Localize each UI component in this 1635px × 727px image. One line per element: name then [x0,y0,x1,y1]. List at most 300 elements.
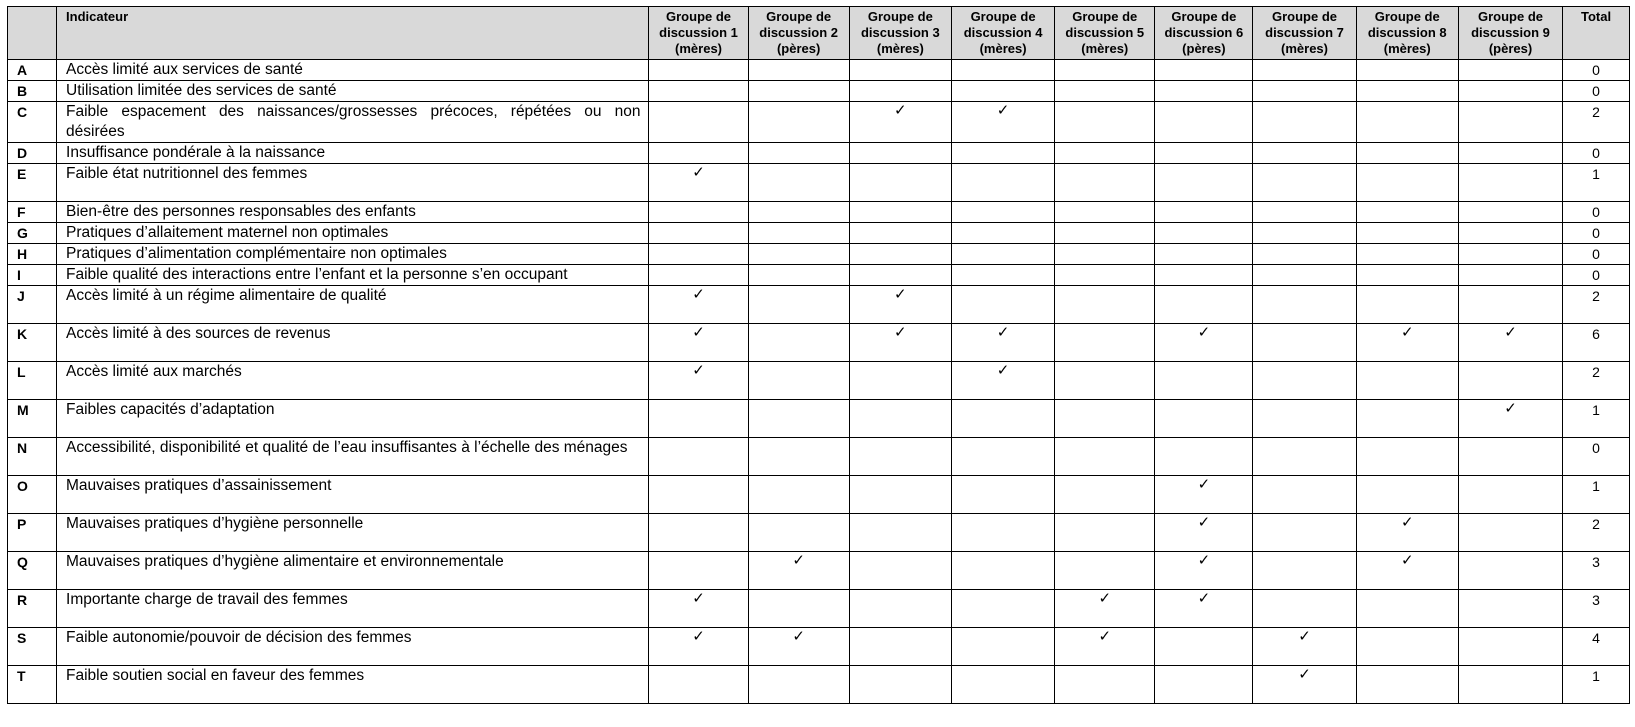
group-6-cell [1155,438,1253,476]
group-5-cell [1055,628,1155,666]
row-code: D [8,143,57,164]
table-row [8,244,1630,265]
row-total: 2 [1563,514,1630,552]
group-7-cell [1253,400,1356,438]
group-5-cell [1055,400,1155,438]
header-group-3: Groupe de discussion 3 (mères) [849,7,951,60]
group-4-cell [951,400,1054,438]
row-code: K [8,324,57,362]
group-8-cell [1356,666,1458,704]
group-9-cell [1458,476,1562,514]
group-1-cell [649,438,748,476]
table-row [8,81,1630,102]
group-9-cell [1458,628,1562,666]
group-1-cell [649,628,748,666]
indicator-table [7,6,1630,704]
group-3-cell [849,102,951,143]
group-3-cell [849,143,951,164]
group-7-cell [1253,286,1356,324]
row-indicator-label: Insuffisance pondérale à la naissance [57,143,649,164]
check-mark-icon: ✓ [1504,400,1517,417]
row-code: I [8,265,57,286]
row-total: 1 [1563,164,1630,202]
group-2-cell [748,552,849,590]
table-row [8,362,1630,400]
row-total: 4 [1563,628,1630,666]
row-code: M [8,400,57,438]
row-indicator-label: Accès limité aux marchés [57,362,649,400]
group-7-cell [1253,143,1356,164]
group-9-cell [1458,60,1562,81]
group-9-cell [1458,81,1562,102]
group-5-cell [1055,552,1155,590]
row-code: C [8,102,57,143]
group-9-cell [1458,324,1562,362]
row-indicator-label: Faible espacement des naissances/grossesses précoces, répétées ou non désirées [57,102,649,143]
group-6-cell [1155,628,1253,666]
table-row [8,265,1630,286]
row-indicator-label: Utilisation limitée des services de santé [57,81,649,102]
table-row [8,286,1630,324]
group-3-cell [849,438,951,476]
group-4-cell [951,81,1054,102]
group-2-cell [748,102,849,143]
group-7-cell [1253,202,1356,223]
row-indicator-label: Mauvaises pratiques d’hygiène alimentaire et environnementale [57,552,649,590]
group-3-cell [849,400,951,438]
row-code: L [8,362,57,400]
group-8-cell [1356,223,1458,244]
group-5-cell [1055,324,1155,362]
group-3-cell [849,265,951,286]
group-4-cell [951,60,1054,81]
group-4-cell [951,244,1054,265]
row-code: A [8,60,57,81]
check-mark-icon: ✓ [692,590,705,607]
group-6-cell [1155,265,1253,286]
group-2-cell [748,286,849,324]
table-row [8,438,1630,476]
row-total: 2 [1563,286,1630,324]
group-1-cell [649,223,748,244]
group-8-cell [1356,164,1458,202]
group-7-cell [1253,514,1356,552]
row-total: 1 [1563,476,1630,514]
group-2-cell [748,514,849,552]
group-2-cell [748,666,849,704]
check-mark-icon: ✓ [894,102,907,119]
group-3-cell [849,666,951,704]
row-code: T [8,666,57,704]
row-indicator-label: Accès limité à des sources de revenus [57,324,649,362]
group-4-cell [951,223,1054,244]
group-8-cell [1356,438,1458,476]
row-indicator-label: Accessibilité, disponibilité et qualité de l’eau insuffisantes à l’échelle des ménages [57,438,649,476]
header-group-4: Groupe de discussion 4 (mères) [951,7,1054,60]
group-3-cell [849,324,951,362]
group-3-cell [849,202,951,223]
group-5-cell [1055,223,1155,244]
table-row [8,202,1630,223]
group-6-cell [1155,514,1253,552]
group-4-cell [951,102,1054,143]
check-mark-icon: ✓ [792,552,805,569]
group-1-cell [649,590,748,628]
group-5-cell [1055,438,1155,476]
group-3-cell [849,362,951,400]
table-row [8,590,1630,628]
row-indicator-label: Mauvaises pratiques d’assainissement [57,476,649,514]
header-group-6: Groupe de discussion 6 (pères) [1155,7,1253,60]
group-7-cell [1253,102,1356,143]
table-row [8,60,1630,81]
check-mark-icon: ✓ [792,628,805,645]
check-mark-icon: ✓ [1197,552,1211,569]
group-8-cell [1356,143,1458,164]
check-mark-icon: ✓ [996,324,1010,341]
group-9-cell [1458,164,1562,202]
group-5-cell [1055,102,1155,143]
group-9-cell [1458,552,1562,590]
row-indicator-label: Faible soutien social en faveur des femmes [57,666,649,704]
row-total: 1 [1563,400,1630,438]
table-row [8,628,1630,666]
group-2-cell [748,265,849,286]
group-7-cell [1253,164,1356,202]
check-mark-icon: ✓ [1400,552,1414,569]
group-8-cell [1356,265,1458,286]
table-row [8,324,1630,362]
group-3-cell [849,164,951,202]
group-5-cell [1055,666,1155,704]
table-row [8,164,1630,202]
group-2-cell [748,476,849,514]
row-indicator-label: Faible autonomie/pouvoir de décision des femmes [57,628,649,666]
check-mark-icon: ✓ [1298,666,1311,683]
header-group-1: Groupe de discussion 1 (mères) [649,7,748,60]
header-row [8,7,1630,60]
group-2-cell [748,164,849,202]
group-8-cell [1356,400,1458,438]
check-mark-icon: ✓ [1400,324,1414,341]
group-1-cell [649,476,748,514]
check-mark-icon: ✓ [692,286,705,303]
row-indicator-label: Importante charge de travail des femmes [57,590,649,628]
group-6-cell [1155,102,1253,143]
group-9-cell [1458,514,1562,552]
group-5-cell [1055,244,1155,265]
group-3-cell [849,628,951,666]
group-6-cell [1155,476,1253,514]
row-total: 2 [1563,102,1630,143]
row-code: J [8,286,57,324]
group-2-cell [748,590,849,628]
group-7-cell [1253,476,1356,514]
group-2-cell [748,60,849,81]
group-7-cell [1253,244,1356,265]
group-5-cell [1055,81,1155,102]
row-total: 6 [1563,324,1630,362]
group-5-cell [1055,514,1155,552]
header-group-7: Groupe de discussion 7 (mères) [1253,7,1356,60]
group-1-cell [649,102,748,143]
group-4-cell [951,286,1054,324]
group-1-cell [649,164,748,202]
group-7-cell [1253,666,1356,704]
group-2-cell [748,628,849,666]
row-indicator-label: Mauvaises pratiques d’hygiène personnelle [57,514,649,552]
row-indicator-label: Bien-être des personnes responsables des enfants [57,202,649,223]
group-1-cell [649,552,748,590]
row-indicator-label: Accès limité à un régime alimentaire de qualité [57,286,649,324]
group-5-cell [1055,60,1155,81]
check-mark-icon: ✓ [1504,324,1517,341]
row-total: 0 [1563,202,1630,223]
table-row [8,102,1630,143]
check-mark-icon: ✓ [894,286,907,303]
group-4-cell [951,164,1054,202]
group-4-cell [951,265,1054,286]
group-7-cell [1253,438,1356,476]
group-4-cell [951,324,1054,362]
check-mark-icon: ✓ [996,362,1010,379]
group-6-cell [1155,286,1253,324]
group-8-cell [1356,202,1458,223]
group-9-cell [1458,286,1562,324]
group-6-cell [1155,666,1253,704]
group-9-cell [1458,400,1562,438]
group-4-cell [951,666,1054,704]
group-6-cell [1155,552,1253,590]
group-6-cell [1155,81,1253,102]
row-total: 3 [1563,590,1630,628]
group-5-cell [1055,164,1155,202]
header-group-8: Groupe de discussion 8 (mères) [1356,7,1458,60]
group-7-cell [1253,590,1356,628]
check-mark-icon: ✓ [1197,476,1211,493]
group-4-cell [951,628,1054,666]
group-3-cell [849,286,951,324]
group-8-cell [1356,102,1458,143]
table-row [8,514,1630,552]
row-total: 0 [1563,438,1630,476]
row-indicator-label: Faibles capacités d’adaptation [57,400,649,438]
row-code: S [8,628,57,666]
check-mark-icon: ✓ [1298,628,1311,645]
group-3-cell [849,552,951,590]
group-6-cell [1155,324,1253,362]
group-9-cell [1458,590,1562,628]
group-1-cell [649,81,748,102]
group-6-cell [1155,143,1253,164]
row-total: 2 [1563,362,1630,400]
row-indicator-label: Accès limité aux services de santé [57,60,649,81]
group-6-cell [1155,202,1253,223]
row-total: 1 [1563,666,1630,704]
group-4-cell [951,202,1054,223]
group-8-cell [1356,514,1458,552]
group-7-cell [1253,223,1356,244]
group-9-cell [1458,223,1562,244]
row-total: 0 [1563,60,1630,81]
group-4-cell [951,438,1054,476]
group-2-cell [748,324,849,362]
group-9-cell [1458,244,1562,265]
group-2-cell [748,202,849,223]
row-total: 0 [1563,244,1630,265]
group-8-cell [1356,628,1458,666]
table-row [8,476,1630,514]
header-group-5: Groupe de discussion 5 (mères) [1055,7,1155,60]
check-mark-icon: ✓ [692,164,705,181]
group-2-cell [748,81,849,102]
group-5-cell [1055,202,1155,223]
group-4-cell [951,590,1054,628]
row-code: F [8,202,57,223]
header-indicator: Indicateur [57,7,649,60]
group-1-cell [649,244,748,265]
group-8-cell [1356,590,1458,628]
group-8-cell [1356,362,1458,400]
group-1-cell [649,265,748,286]
group-2-cell [748,223,849,244]
group-2-cell [748,400,849,438]
group-5-cell [1055,590,1155,628]
check-mark-icon: ✓ [1197,514,1211,531]
group-6-cell [1155,164,1253,202]
header-code-cell [8,7,57,60]
group-9-cell [1458,362,1562,400]
group-2-cell [748,143,849,164]
group-8-cell [1356,324,1458,362]
row-total: 0 [1563,81,1630,102]
group-3-cell [849,590,951,628]
group-1-cell [649,324,748,362]
group-9-cell [1458,265,1562,286]
group-6-cell [1155,362,1253,400]
indicator-table-wrapper [7,6,1630,704]
row-indicator-label: Pratiques d’allaitement maternel non optimales [57,223,649,244]
group-3-cell [849,81,951,102]
row-indicator-label: Faible qualité des interactions entre l’enfant et la personne s’en occupant [57,265,649,286]
group-8-cell [1356,81,1458,102]
group-1-cell [649,514,748,552]
check-mark-icon: ✓ [894,324,907,341]
group-7-cell [1253,324,1356,362]
group-3-cell [849,514,951,552]
group-7-cell [1253,60,1356,81]
group-5-cell [1055,143,1155,164]
group-2-cell [748,438,849,476]
row-code: O [8,476,57,514]
group-5-cell [1055,286,1155,324]
table-row [8,143,1630,164]
group-4-cell [951,362,1054,400]
group-1-cell [649,60,748,81]
header-group-2: Groupe de discussion 2 (pères) [748,7,849,60]
row-code: R [8,590,57,628]
group-3-cell [849,223,951,244]
table-row [8,552,1630,590]
group-1-cell [649,143,748,164]
check-mark-icon: ✓ [692,628,705,645]
group-9-cell [1458,202,1562,223]
row-total: 0 [1563,143,1630,164]
group-5-cell [1055,476,1155,514]
row-code: G [8,223,57,244]
check-mark-icon: ✓ [1098,590,1112,607]
group-6-cell [1155,400,1253,438]
row-indicator-label: Pratiques d’alimentation complémentaire non optimales [57,244,649,265]
row-code: E [8,164,57,202]
group-3-cell [849,60,951,81]
group-7-cell [1253,265,1356,286]
group-7-cell [1253,628,1356,666]
group-8-cell [1356,60,1458,81]
row-code: Q [8,552,57,590]
row-total: 0 [1563,223,1630,244]
check-mark-icon: ✓ [996,102,1010,119]
group-4-cell [951,514,1054,552]
group-1-cell [649,202,748,223]
header-group-9: Groupe de discussion 9 (pères) [1458,7,1562,60]
table-row [8,400,1630,438]
group-1-cell [649,286,748,324]
group-6-cell [1155,244,1253,265]
row-code: H [8,244,57,265]
group-4-cell [951,476,1054,514]
table-body [8,60,1630,704]
table-row [8,666,1630,704]
row-code: N [8,438,57,476]
row-code: B [8,81,57,102]
group-6-cell [1155,60,1253,81]
group-9-cell [1458,438,1562,476]
group-8-cell [1356,286,1458,324]
group-8-cell [1356,244,1458,265]
group-9-cell [1458,666,1562,704]
row-total: 3 [1563,552,1630,590]
group-7-cell [1253,552,1356,590]
group-6-cell [1155,590,1253,628]
group-2-cell [748,362,849,400]
group-4-cell [951,552,1054,590]
row-code: P [8,514,57,552]
group-8-cell [1356,552,1458,590]
group-3-cell [849,476,951,514]
table-row [8,223,1630,244]
header-total: Total [1563,7,1630,60]
check-mark-icon: ✓ [1197,590,1211,607]
check-mark-icon: ✓ [692,362,705,379]
group-6-cell [1155,223,1253,244]
group-3-cell [849,244,951,265]
group-2-cell [748,244,849,265]
group-7-cell [1253,81,1356,102]
check-mark-icon: ✓ [692,324,705,341]
row-total: 0 [1563,265,1630,286]
check-mark-icon: ✓ [1197,324,1211,341]
group-5-cell [1055,265,1155,286]
group-1-cell [649,666,748,704]
group-1-cell [649,400,748,438]
group-9-cell [1458,102,1562,143]
group-5-cell [1055,362,1155,400]
group-8-cell [1356,476,1458,514]
check-mark-icon: ✓ [1400,514,1414,531]
row-indicator-label: Faible état nutritionnel des femmes [57,164,649,202]
group-1-cell [649,362,748,400]
